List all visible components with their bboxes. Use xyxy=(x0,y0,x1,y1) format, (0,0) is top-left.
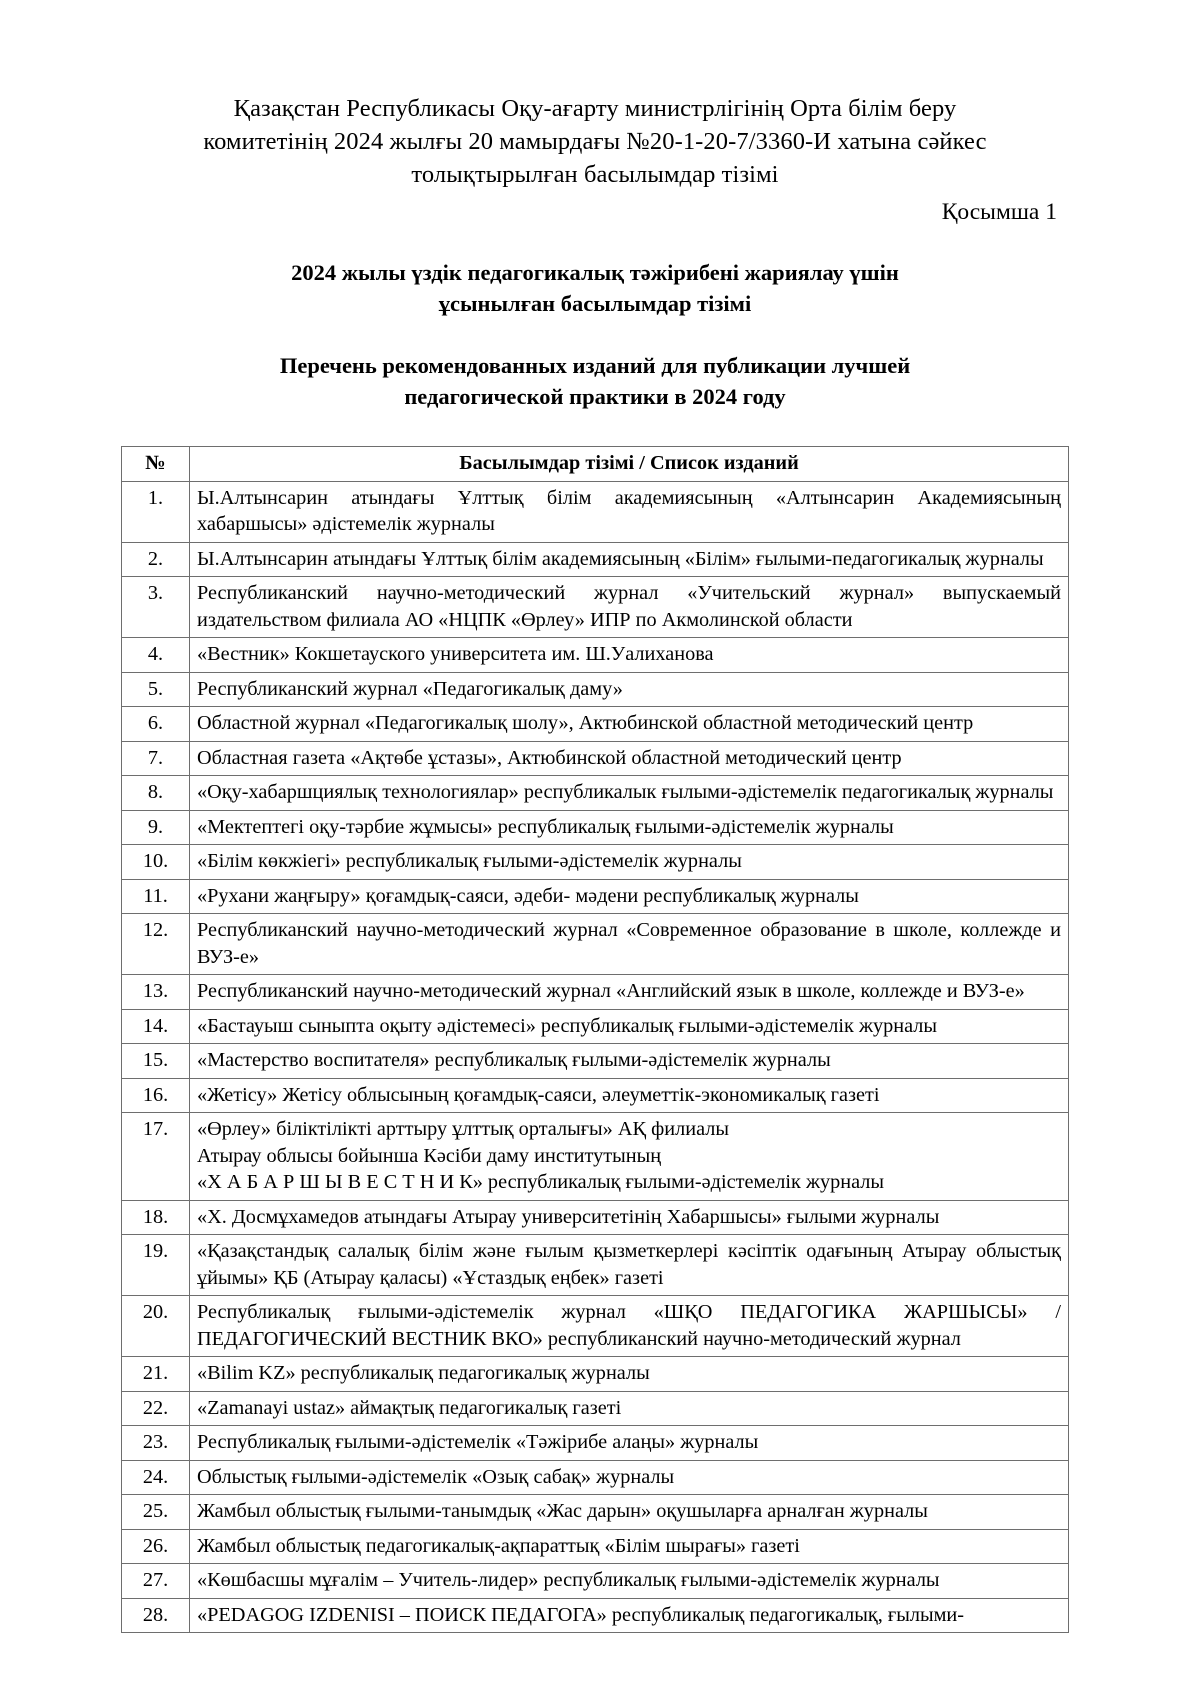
row-publication-text: «Көшбасшы мұғалім – Учитель-лидер» республикалық ғылыми-әдістемелік журналы xyxy=(190,1564,1069,1599)
column-header-publications: Басылымдар тізімі / Список изданий xyxy=(190,447,1069,482)
table-row xyxy=(122,845,1069,880)
table-row xyxy=(122,1426,1069,1461)
row-publication-text: «Вестник» Кокшетауского университета им. Ш.Уалиханова xyxy=(190,638,1069,673)
header-line-1: Қазақстан Республикасы Оқу-ағарту министрлігінің Орта білім беру xyxy=(233,95,957,122)
row-number: 11. xyxy=(122,879,190,914)
annex-label: Қосымша 1 xyxy=(941,199,1057,225)
row-number: 28. xyxy=(122,1598,190,1633)
table-row xyxy=(122,638,1069,673)
row-publication-text: Республиканский научно-методический журнал «Современное образование в школе, коллежде и ВУЗ-е» xyxy=(190,914,1069,975)
header-line-2: комитетінің 2024 жылғы 20 мамырдағы №20-1-20-7/3360-И хатына сәйкес xyxy=(203,128,987,155)
row-number: 10. xyxy=(122,845,190,880)
table-row xyxy=(122,1113,1069,1201)
table-row xyxy=(122,1296,1069,1357)
row-publication-line: «Өрлеу» біліктілікті арттыру ұлттық орталығы» АҚ филиалы xyxy=(197,1118,730,1140)
table-row xyxy=(122,1009,1069,1044)
row-number: 8. xyxy=(122,776,190,811)
header-line-3: толықтырылған басылымдар тізімі xyxy=(411,161,779,188)
subtitle-kazakh-line-2: ұсынылған басылымдар тізімі xyxy=(438,291,752,316)
row-publication-text: Жамбыл облыстық ғылыми-танымдық «Жас дарын» оқушыларға арналған журналы xyxy=(190,1495,1069,1530)
subtitle-kazakh-line-1: 2024 жылы үздік педагогикалық тәжірибені жариялау үшін xyxy=(291,260,899,285)
row-publication-line: «Х А Б А Р Ш Ы В Е С Т Н И К» республикалық ғылыми-әдістемелік журналы xyxy=(197,1171,885,1193)
row-publication-text: Республиканский журнал «Педагогикалық даму» xyxy=(190,672,1069,707)
row-publication-text: «Мастерство воспитателя» республикалық ғылыми-әдістемелік журналы xyxy=(190,1044,1069,1079)
row-number: 18. xyxy=(122,1200,190,1235)
row-number: 24. xyxy=(122,1460,190,1495)
row-number: 13. xyxy=(122,975,190,1010)
row-publication-text: Областной журнал «Педагогикалық шолу», Актюбинской областной методический центр xyxy=(190,707,1069,742)
row-publication-text: «Оқу-хабаршциялық технологиялар» республикалык ғылыми-әдістемелік педагогикалық журналы xyxy=(190,776,1069,811)
row-number: 27. xyxy=(122,1564,190,1599)
table-row xyxy=(122,1564,1069,1599)
row-publication-text: «Рухани жаңғыру» қоғамдық-саяси, әдеби- мәдени республикалық журналы xyxy=(190,879,1069,914)
row-number: 19. xyxy=(122,1235,190,1296)
row-publication-text: Ы.Алтынсарин атындағы Ұлттық білім академиясының «Алтынсарин Академиясының хабаршысы» әдістемелік журналы xyxy=(190,481,1069,542)
row-number: 26. xyxy=(122,1529,190,1564)
subtitle-russian xyxy=(185,350,1005,412)
subtitle-kazakh xyxy=(195,257,995,319)
publications-table xyxy=(121,446,1069,1633)
row-number: 15. xyxy=(122,1044,190,1079)
row-number: 25. xyxy=(122,1495,190,1530)
row-publication-text: «Қазақстандық салалық білім және ғылым қызметкерлері кәсіптік одағының Атырау облыстық ұйымы» ҚБ (Атырау қаласы) «Ұстаздық еңбек» газеті xyxy=(190,1235,1069,1296)
table-row xyxy=(122,1044,1069,1079)
table-row xyxy=(122,879,1069,914)
row-publication-text: «Бастауыш сыныпта оқыту әдістемесі» республикалық ғылыми-әдістемелік журналы xyxy=(190,1009,1069,1044)
row-number: 2. xyxy=(122,542,190,577)
table-row xyxy=(122,776,1069,811)
table-row xyxy=(122,975,1069,1010)
row-publication-text: «Zamanayi ustaz» аймақтық педагогикалық газеті xyxy=(190,1391,1069,1426)
row-publication-text: Республикалық ғылыми-әдістемелік журнал «ШҚО ПЕДАГОГИКА ЖАРШЫСЫ» /ПЕДАГОГИЧЕСКИЙ ВЕСТНИК ВКО» республиканский научно-методический журнал xyxy=(190,1296,1069,1357)
row-publication-text: Республиканский научно-методический журнал «Английский язык в школе, коллежде и ВУЗ-е» xyxy=(190,975,1069,1010)
row-publication-text: «Bilim KZ» республикалық педагогикалық журналы xyxy=(190,1357,1069,1392)
row-number: 9. xyxy=(122,810,190,845)
table-row xyxy=(122,1598,1069,1633)
row-publication-text: Республикалық ғылыми-әдістемелік «Тәжірибе алаңы» журналы xyxy=(190,1426,1069,1461)
row-publication-text: «Білім көкжіегі» республикалық ғылыми-әдістемелік журналы xyxy=(190,845,1069,880)
table-row xyxy=(122,481,1069,542)
row-number: 22. xyxy=(122,1391,190,1426)
row-publication-text: Облыстық ғылыми-әдістемелік «Озық сабақ» журналы xyxy=(190,1460,1069,1495)
table-row xyxy=(122,542,1069,577)
row-publication-text: «PEDAGOG IZDENISI – ПОИСК ПЕДАГОГА» республикалық педагогикалық, ғылыми- xyxy=(190,1598,1069,1633)
table-row xyxy=(122,1495,1069,1530)
row-publication-text: Областная газета «Ақтөбе ұстазы», Актюбинской областной методический центр xyxy=(190,741,1069,776)
row-number: 21. xyxy=(122,1357,190,1392)
row-publication-text: «Жетісу» Жетісу облысының қоғамдық-саяси, әлеуметтік-экономикалық газеті xyxy=(190,1078,1069,1113)
row-number: 23. xyxy=(122,1426,190,1461)
column-header-number: № xyxy=(122,447,190,482)
table-row xyxy=(122,914,1069,975)
row-publication-text: «Мектептегі оқу-тәрбие жұмысы» республикалық ғылыми-әдістемелік журналы xyxy=(190,810,1069,845)
row-publication-text xyxy=(190,1113,1069,1201)
table-row xyxy=(122,741,1069,776)
table-row xyxy=(122,1235,1069,1296)
row-number: 7. xyxy=(122,741,190,776)
publications-table-wrapper xyxy=(121,446,1069,1633)
table-body xyxy=(122,481,1069,1633)
row-number: 5. xyxy=(122,672,190,707)
table-row xyxy=(122,672,1069,707)
row-number: 17. xyxy=(122,1113,190,1201)
table-header-row xyxy=(122,447,1069,482)
row-publication-text: Ы.Алтынсарин атындағы Ұлттық білім академиясының «Білім» ғылыми-педагогикалық журналы xyxy=(190,542,1069,577)
document-header xyxy=(180,0,1010,191)
row-number: 16. xyxy=(122,1078,190,1113)
table-row xyxy=(122,1391,1069,1426)
table-row xyxy=(122,1529,1069,1564)
table-row xyxy=(122,1078,1069,1113)
subtitle-russian-line-1: Перечень рекомендованных изданий для публикации лучшей xyxy=(279,353,911,378)
row-number: 3. xyxy=(122,577,190,638)
row-publication-text: Жамбыл облыстық педагогикалық-ақпараттық «Білім шырағы» газеті xyxy=(190,1529,1069,1564)
row-publication-text: Республиканский научно-методический журнал «Учительский журнал» выпускаемый издательством филиала АО «НЦПК «Өрлеу» ИПР по Акмолинской области xyxy=(190,577,1069,638)
table-row xyxy=(122,810,1069,845)
table-row xyxy=(122,577,1069,638)
row-number: 6. xyxy=(122,707,190,742)
row-number: 1. xyxy=(122,481,190,542)
row-number: 4. xyxy=(122,638,190,673)
subtitle-russian-line-2: педагогической практики в 2024 году xyxy=(404,384,786,409)
row-number: 20. xyxy=(122,1296,190,1357)
row-publication-line: Атырау облысы бойынша Кәсіби даму институтының xyxy=(197,1144,662,1167)
row-number: 12. xyxy=(122,914,190,975)
table-row xyxy=(122,1200,1069,1235)
row-publication-text: «Х. Досмұхамедов атындағы Атырау университетінің Хабаршысы» ғылыми журналы xyxy=(190,1200,1069,1235)
table-row xyxy=(122,707,1069,742)
table-row xyxy=(122,1357,1069,1392)
row-number: 14. xyxy=(122,1009,190,1044)
table-row xyxy=(122,1460,1069,1495)
